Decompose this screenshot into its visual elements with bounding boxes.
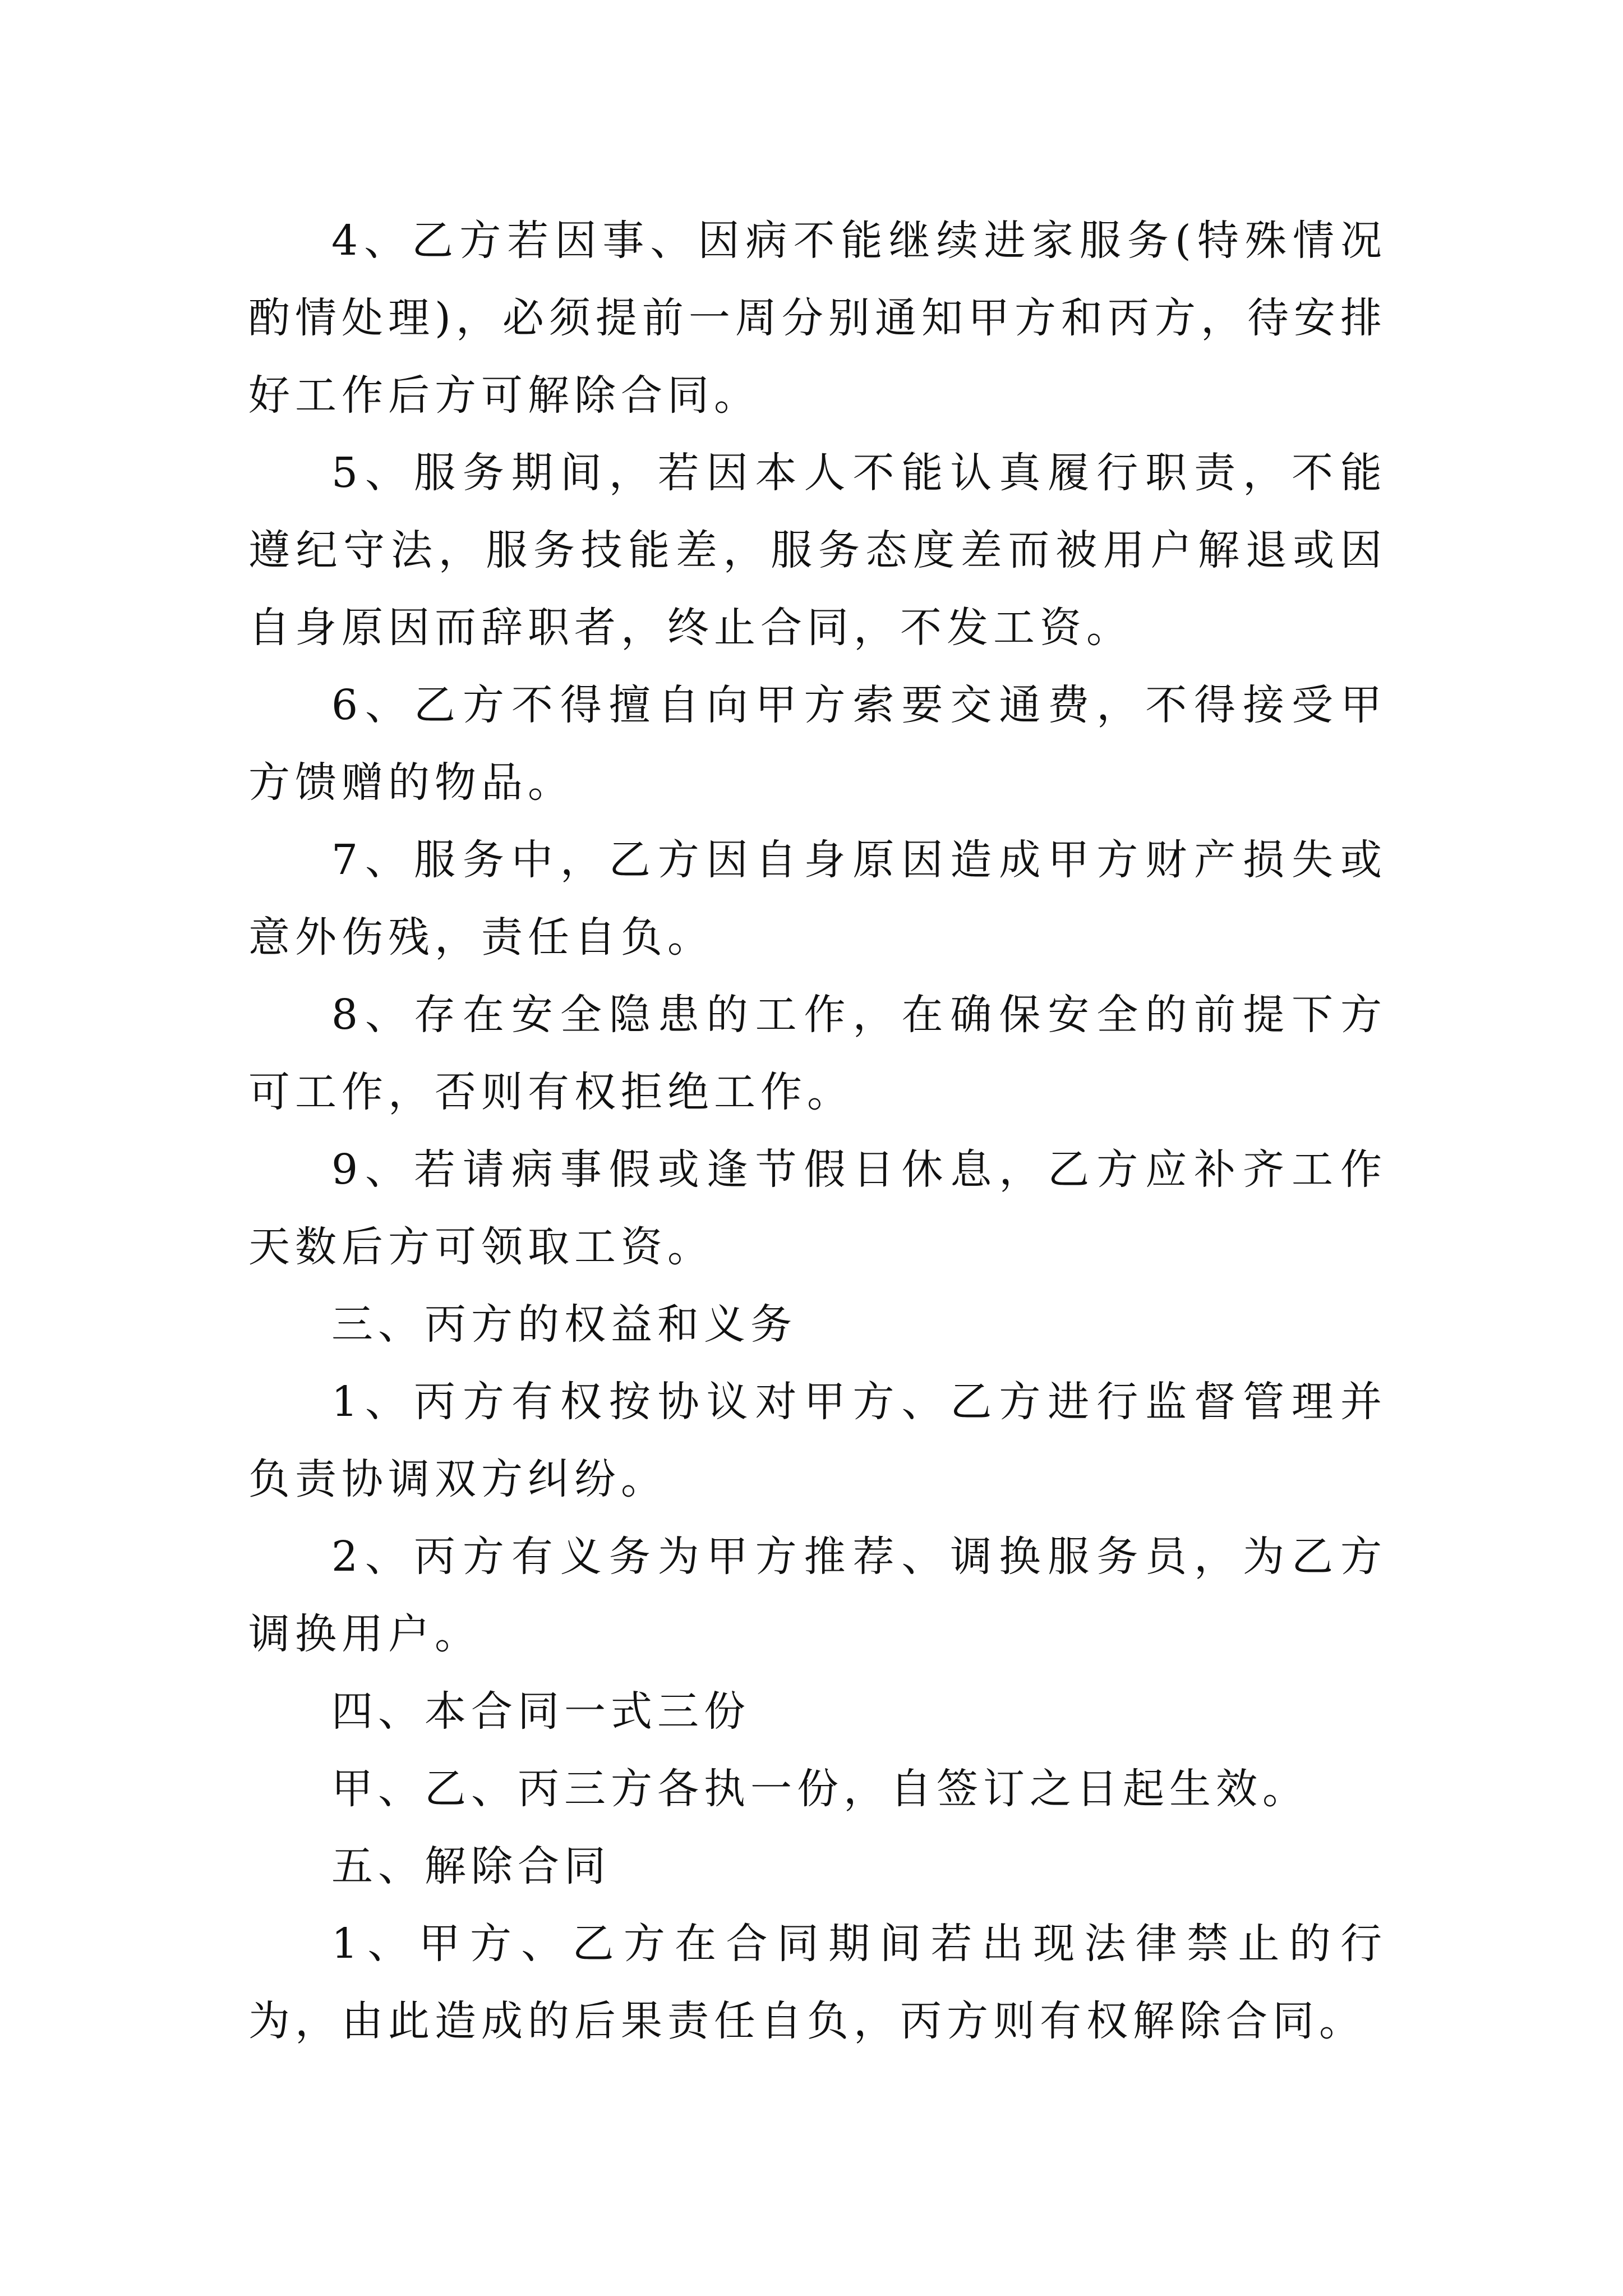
clause-paragraph: 4、乙方若因事、因病不能继续进家服务(特殊情况酌情处理)，必须提前一周分别通知甲方和丙方，待安排好工作后方可解除合同。 bbox=[248, 217, 1387, 420]
clause-paragraph: 2、丙方有义务为甲方推荐、调换服务员，为乙方调换用户。 bbox=[248, 1533, 1387, 1658]
clause-paragraph: 8、存在安全隐患的工作，在确保安全的前提下方可工作，否则有权拒绝工作。 bbox=[248, 991, 1387, 1116]
section-heading: 四、本合同一式三份 bbox=[331, 1687, 750, 1736]
clause-paragraph: 9、若请病事假或逢节假日休息，乙方应补齐工作天数后方可领取工资。 bbox=[248, 1145, 1387, 1271]
clause-paragraph: 甲、乙、丙三方各执一份，自签订之日起生效。 bbox=[331, 1765, 1309, 1813]
clause-paragraph: 6、乙方不得擅自向甲方索要交通费，不得接受甲方馈赠的物品。 bbox=[248, 681, 1387, 807]
clause-paragraph: 7、服务中，乙方因自身原因造成甲方财产损失或意外伤残，责任自负。 bbox=[248, 836, 1387, 961]
section-heading: 三、丙方的权益和义务 bbox=[331, 1300, 797, 1349]
clause-paragraph: 5、服务期间，若因本人不能认真履行职责，不能遵纪守法，服务技能差，服务态度差而被用户解退或因自身原因而辞职者，终止合同，不发工资。 bbox=[248, 449, 1387, 652]
clause-paragraph: 1、甲方、乙方在合同期间若出现法律禁止的行为，由此造成的后果责任自负，丙方则有权解除合同。 bbox=[248, 1920, 1387, 2045]
document-body bbox=[248, 202, 1387, 2060]
clause-paragraph: 1、丙方有权按协议对甲方、乙方进行监督管理并负责协调双方纠纷。 bbox=[248, 1378, 1387, 1503]
section-heading: 五、解除合同 bbox=[331, 1842, 611, 1890]
